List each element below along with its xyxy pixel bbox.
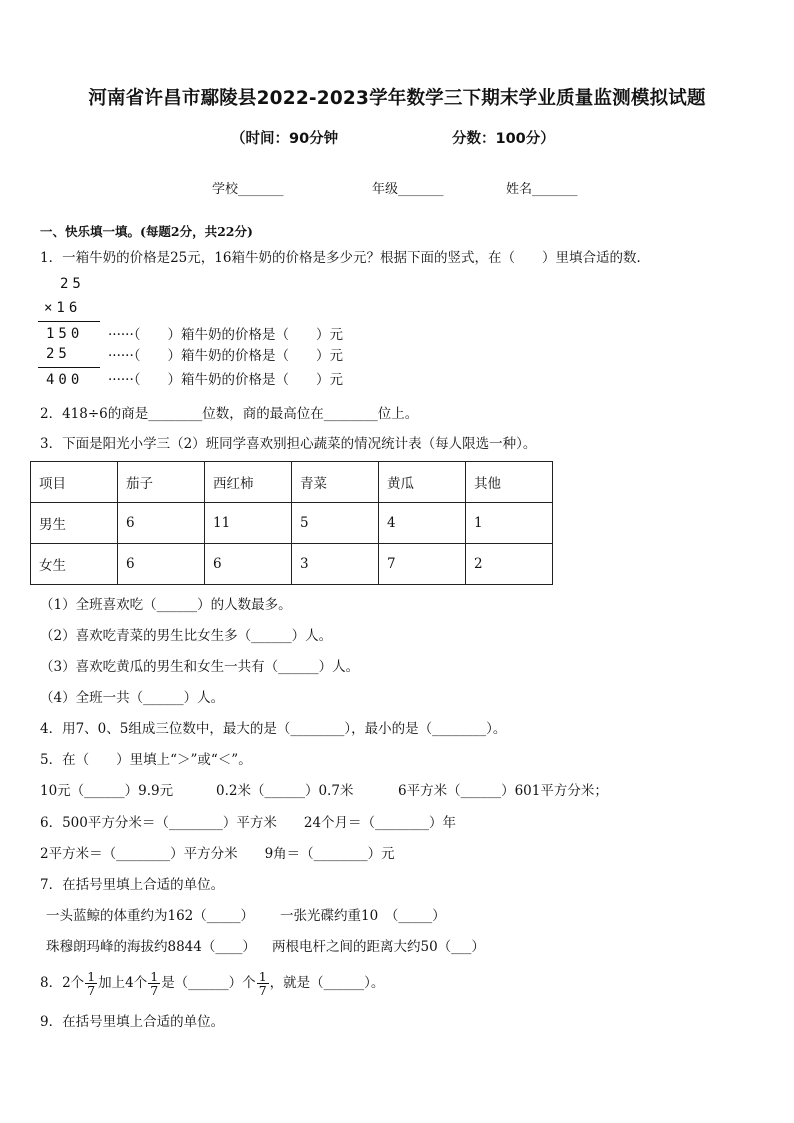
unit-item: 一张光碟约重10 （_____）	[280, 908, 446, 924]
question-1: 1．一箱牛奶的价格是25元，16箱牛奶的价格是多少元？根据下面的竖式，在（ ）里填合适的数．	[40, 250, 650, 266]
table-cell: 6	[118, 503, 205, 544]
name-field: 姓名_______	[506, 182, 578, 197]
section-heading: 一、快乐填一填。(每题2分，共22分)	[40, 224, 253, 239]
fraction-numerator: 1	[87, 968, 96, 984]
school-field: 学校_______	[212, 182, 284, 197]
calc-partial-1: 150	[46, 326, 84, 342]
fraction-numerator: 1	[258, 968, 267, 984]
table-header-row	[31, 462, 553, 503]
table-cell: 西红柿	[205, 462, 292, 503]
question-9: 9．在括号里填上合适的单位。	[40, 1014, 225, 1030]
q8-text: 8．2个	[40, 975, 85, 991]
question-8	[40, 965, 384, 1001]
question-4: 4．用7、0、5组成三位数中，最大的是（________），最小的是（________）。	[40, 721, 507, 737]
calc-line	[38, 367, 100, 368]
exam-score: 分数：100分）	[452, 131, 555, 147]
table-cell: 其他	[466, 462, 553, 503]
question-2: 2．418÷6的商是________位数，商的最高位在________位上。	[40, 406, 419, 422]
table-cell: 6	[205, 544, 292, 585]
grade-field: 年级_______	[372, 182, 444, 197]
table-row	[31, 503, 553, 544]
question-6-line-2: 2平方米＝（________）平方分米 9角＝（________）元	[40, 846, 395, 862]
sub-question: （1）全班喜欢吃（______）的人数最多。	[40, 597, 292, 613]
table-cell: 5	[292, 503, 379, 544]
table-cell: 6	[118, 544, 205, 585]
compare-item: 6平方米（______）601平方分米；	[398, 783, 608, 799]
table-cell: 2	[466, 544, 553, 585]
unit-item: 一头蓝鲸的体重约为162（_____）	[46, 908, 255, 924]
table-cell: 7	[379, 544, 466, 585]
table-cell: 男生	[31, 503, 118, 544]
question-7: 7．在括号里填上合适的单位。	[40, 877, 225, 893]
question-6: 6．500平方分米＝（________）平方米 24个月＝（________）年	[40, 815, 457, 831]
table-cell: 黄瓜	[379, 462, 466, 503]
calc-multiplicand: 25	[60, 276, 85, 292]
table-cell: 青菜	[292, 462, 379, 503]
calc-line-text: ······（ ）箱牛奶的价格是（ ）元	[108, 327, 343, 343]
calc-partial-2: 25	[46, 346, 71, 362]
compare-item: 10元（______）9.9元	[40, 783, 174, 799]
calc-line-text: ······（ ）箱牛奶的价格是（ ）元	[108, 372, 343, 388]
unit-item: 两根电杆之间的距离大约50（___）	[272, 939, 485, 955]
fraction	[257, 970, 269, 997]
table-cell: 茄子	[118, 462, 205, 503]
unit-item: 珠穆朗玛峰的海拔约8844（____）	[46, 939, 256, 955]
exam-time: （时间：90分钟	[231, 131, 339, 147]
sub-question: （4）全班一共（______）人。	[40, 690, 225, 706]
stats-table	[30, 461, 553, 585]
question-5: 5．在（ ）里填上“＞”或“＜”。	[40, 752, 252, 768]
compare-item: 0.2米（______）0.7米	[216, 783, 354, 799]
sub-question: （2）喜欢吃青菜的男生比女生多（______）人。	[40, 628, 333, 644]
sub-question: （3）喜欢吃黄瓜的男生和女生一共有（______）人。	[40, 659, 360, 675]
calc-result: 400	[46, 372, 84, 388]
table-cell: 3	[292, 544, 379, 585]
fraction-denominator: 7	[87, 983, 96, 998]
fraction	[85, 970, 97, 997]
table-cell: 11	[205, 503, 292, 544]
fraction-denominator: 7	[258, 983, 267, 998]
q8-text: 加上4个	[98, 975, 148, 991]
fraction	[148, 970, 160, 997]
calc-line-text: ······（ ）箱牛奶的价格是（ ）元	[108, 348, 343, 364]
table-cell: 4	[379, 503, 466, 544]
calc-multiplier: ×16	[44, 300, 82, 316]
q8-text: ，就是（______）。	[269, 975, 385, 991]
table-cell: 女生	[31, 544, 118, 585]
table-cell: 项目	[31, 462, 118, 503]
table-cell: 1	[466, 503, 553, 544]
question-3: 3．下面是阳光小学三（2）班同学喜欢别担心蔬菜的情况统计表（每人限选一种）。	[40, 436, 537, 452]
page-title: 河南省许昌市鄢陵县2022-2023学年数学三下期末学业质量监测模拟试题	[88, 88, 706, 109]
fraction-denominator: 7	[150, 983, 159, 998]
table-row	[31, 544, 553, 585]
q8-text: 是（______）个	[161, 975, 256, 991]
calc-line	[38, 321, 100, 322]
fraction-numerator: 1	[150, 968, 159, 984]
